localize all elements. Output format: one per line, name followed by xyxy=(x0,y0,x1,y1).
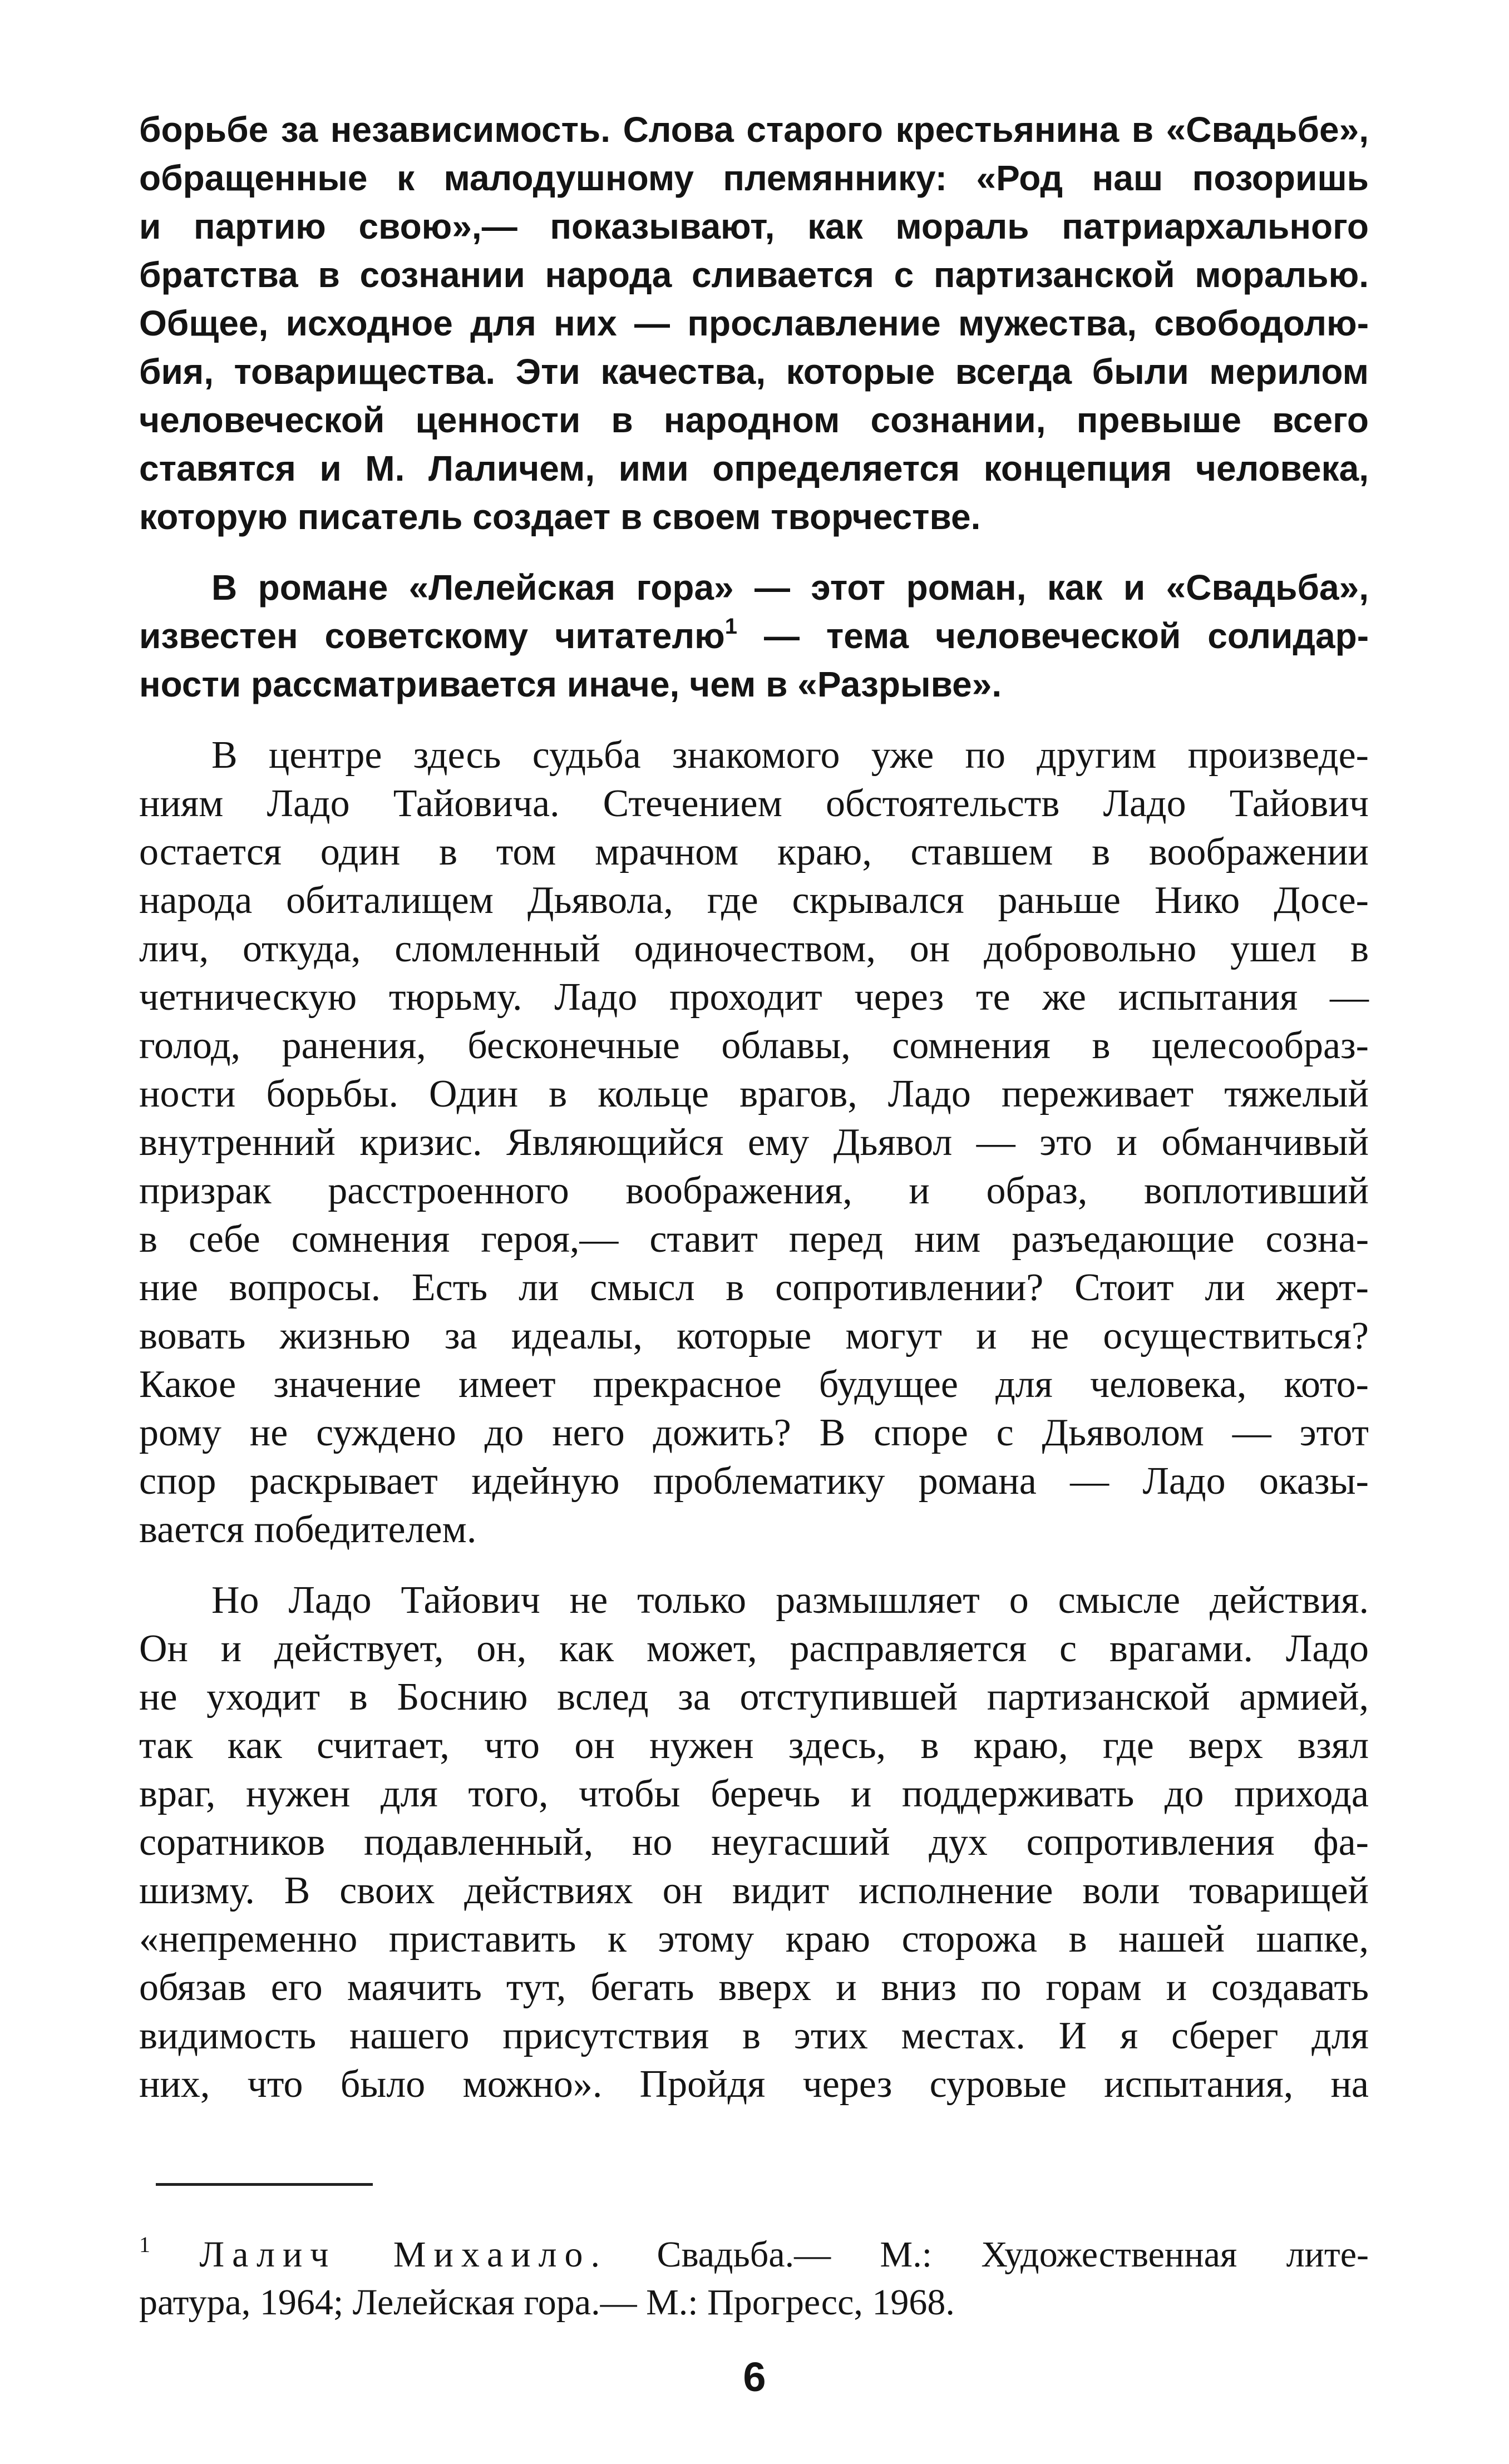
text-line: ставятся и М. Лаличем, ими определяется концепция человека, xyxy=(139,448,1369,488)
text-line: человеческой ценности в народном сознании, превыше всего xyxy=(139,400,1369,440)
footnote-reference[interactable]: 1 xyxy=(724,614,737,639)
text-line: четническую тюрьму. Ладо проходит через те же испытания — xyxy=(139,976,1369,1019)
footnote-text: Свадьба.— М.: Художественная лите- xyxy=(608,2234,1369,2275)
paragraph-3 xyxy=(139,731,1369,1554)
footnote-mark: 1 xyxy=(139,2232,150,2257)
text-segment: известен советскому читателю xyxy=(139,616,725,656)
text-line: «непременно приставить к этому краю сторожа в нашей шапке, xyxy=(139,1918,1369,1961)
text-line: братства в сознании народа сливается с партизанской моралью. xyxy=(139,255,1369,295)
text-line: борьбе за независимость. Слова старого крестьянина в «Свадьбе», xyxy=(139,110,1369,150)
page-body xyxy=(139,106,1369,2109)
text-line: рому не суждено до него дожить? В споре с Дьяволом — этот xyxy=(139,1411,1369,1454)
footnote-line xyxy=(139,2231,1369,2279)
text-line: них, что было можно». Пройдя через суровые испытания, на xyxy=(139,2063,1369,2106)
text-line: В романе «Лелейская гора» — этот роман, как и «Свадьба», xyxy=(211,567,1369,608)
text-line: Общее, исходное для них — прославление мужества, свободолю- xyxy=(139,303,1369,343)
text-line: Но Ладо Тайович не только размышляет о смысле действия. xyxy=(211,1579,1369,1622)
text-line: вовать жизнью за идеалы, которые могут и не осуществиться? xyxy=(139,1315,1369,1357)
text-line xyxy=(139,612,1369,660)
text-line: лич, откуда, сломленный одиночеством, он добровольно ушел в xyxy=(139,927,1369,970)
footnote xyxy=(139,2231,1369,2327)
text-line: видимость нашего присутствия в этих местах. И я сберег для xyxy=(139,2014,1369,2057)
text-line: враг, нужен для того, чтобы беречь и поддерживать до прихода xyxy=(139,1772,1369,1815)
text-line: которую писатель создает в своем творчестве. xyxy=(139,497,981,537)
text-line: В центре здесь судьба знакомого уже по другим произведе- xyxy=(211,734,1369,777)
text-line: Он и действует, он, как может, расправляется с врагами. Ладо xyxy=(139,1627,1369,1670)
paragraph-2 xyxy=(139,564,1369,709)
text-line: Какое значение имеет прекрасное будущее для человека, кото- xyxy=(139,1363,1369,1406)
text-line: остается один в том мрачном краю, ставшем в воображении xyxy=(139,831,1369,873)
text-line: голод, ранения, бесконечные облавы, сомнения в целесообраз- xyxy=(139,1024,1369,1067)
text-line: не уходит в Боснию вслед за отступившей партизанской армией, xyxy=(139,1676,1369,1719)
text-line: бия, товарищества. Эти качества, которые всегда были мерилом xyxy=(139,352,1369,392)
text-line: в себе сомнения героя,— ставит перед ним разъедающие созна- xyxy=(139,1218,1369,1261)
text-line: ности рассматривается иначе, чем в «Разрыве». xyxy=(139,664,1002,704)
text-line: так как считает, что он нужен здесь, в краю, где верх взял xyxy=(139,1724,1369,1767)
text-line: народа обиталищем Дьявола, где скрывался раньше Нико Досе- xyxy=(139,879,1369,922)
text-line: и партию свою»,— показывают, как мораль патриархального xyxy=(139,206,1369,246)
text-line: внутренний кризис. Являющийся ему Дьявол — это и обманчивый xyxy=(139,1121,1369,1164)
text-line: шизму. В своих действиях он видит исполнение воли товарищей xyxy=(139,1869,1369,1912)
footnote-divider xyxy=(156,2183,373,2186)
text-line: обязав его маячить тут, бегать вверх и вниз по горам и создавать xyxy=(139,1966,1369,2009)
text-line: ниям Ладо Тайовича. Стечением обстоятельств Ладо Тайович xyxy=(139,782,1369,825)
text-line: обращенные к малодушному племяннику: «Род наш позоришь xyxy=(139,158,1369,198)
footnote-line: ратура, 1964; Лелейская гора.— М.: Прогресс, 1968. xyxy=(139,2282,955,2323)
text-line: ние вопросы. Есть ли смысл в сопротивлении? Стоит ли жерт- xyxy=(139,1266,1369,1309)
text-segment: — тема человеческой солидар- xyxy=(737,616,1369,656)
paragraph-1 xyxy=(139,106,1369,541)
page-number: 6 xyxy=(743,2354,766,2400)
text-line: спор раскрывает идейную проблематику романа — Ладо оказы- xyxy=(139,1460,1369,1503)
text-line: ности борьбы. Один в кольце врагов, Ладо переживает тяжелый xyxy=(139,1073,1369,1115)
text-line: призрак расстроенного воображения, и образ, воплотивший xyxy=(139,1169,1369,1212)
paragraph-4 xyxy=(139,1576,1369,2109)
text-line: вается победителем. xyxy=(139,1508,477,1551)
text-line: соратников подавленный, но неугасший дух сопротивления фа- xyxy=(139,1821,1369,1864)
footnote-author: Лалич Михаило. xyxy=(199,2234,608,2275)
